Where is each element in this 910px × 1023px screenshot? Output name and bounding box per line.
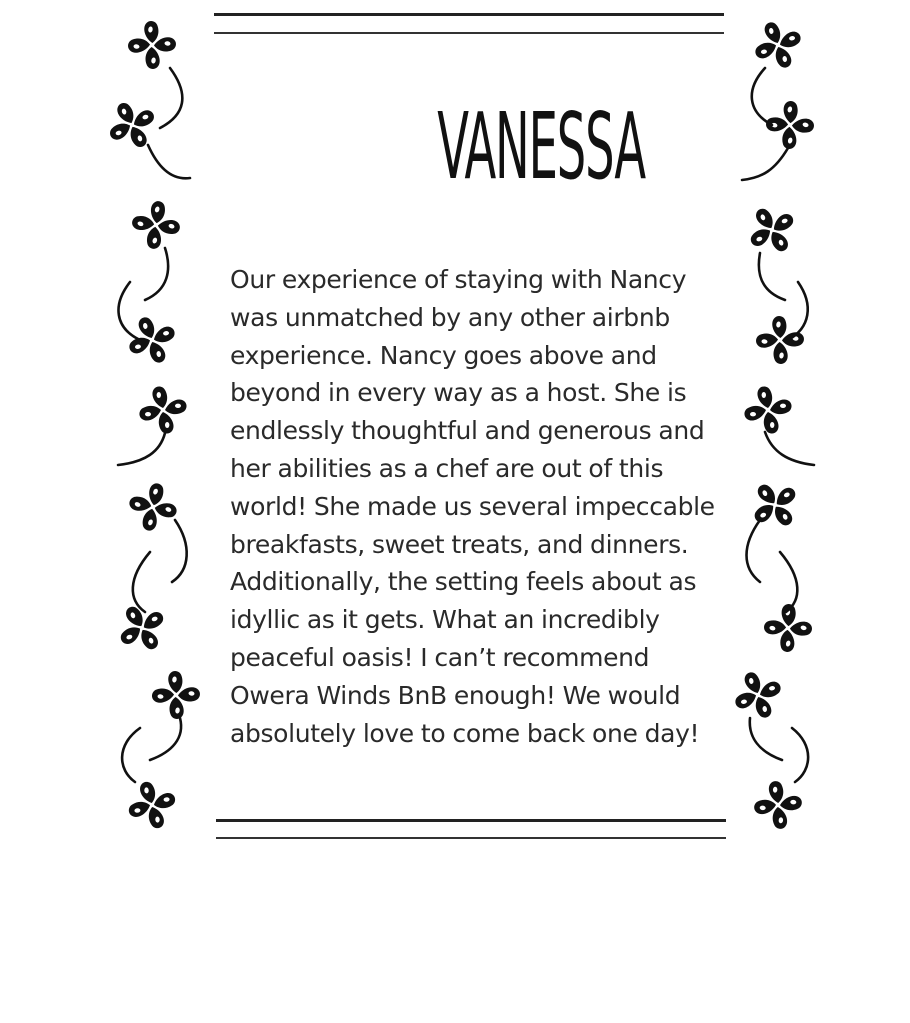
top-rule-outer xyxy=(214,13,724,16)
four-petal-flower-icon xyxy=(744,474,807,537)
four-petal-flower-icon xyxy=(759,599,817,657)
four-petal-flower-icon xyxy=(126,779,177,830)
vine-stem xyxy=(752,68,772,125)
four-petal-flower-icon xyxy=(744,386,791,433)
vine-stem xyxy=(780,552,797,612)
vine-stem xyxy=(172,520,187,582)
review-text: Our experience of staying with Nancy was unmatched by any other airbnb experience. Nancy goes above and beyond in every way as a host. She is endlessly thoughtful and generous and her abilities as a chef are out of this world! She made us several impeccable breakfasts, sweet treats, and dinners. Additionally, the setting feels about as idyllic as it gets. What an incredibly peaceful oasis! I can’t recommend Owera Winds BnB enough! We would absolutely love to come back one day! xyxy=(230,265,715,748)
bottom-rule-inner xyxy=(216,837,726,839)
vine-stem xyxy=(742,148,788,180)
top-rule-inner xyxy=(214,32,724,34)
vine-stem xyxy=(788,282,808,340)
vine-stem xyxy=(759,253,785,300)
vine-stem xyxy=(119,282,140,340)
four-petal-flower-icon xyxy=(125,313,180,368)
right-floral-border xyxy=(680,0,910,860)
vine-stem xyxy=(747,520,761,582)
four-petal-flower-icon xyxy=(125,18,180,73)
vine-stem xyxy=(118,433,165,465)
left-floral-border xyxy=(0,0,230,860)
four-petal-flower-icon xyxy=(112,598,172,658)
four-petal-flower-icon xyxy=(122,476,185,539)
four-petal-flower-icon xyxy=(149,668,204,723)
four-petal-flower-icon xyxy=(752,779,803,830)
bottom-rule-outer xyxy=(216,819,726,822)
vine-stem xyxy=(150,718,181,760)
vine-stem xyxy=(765,432,814,465)
four-petal-flower-icon xyxy=(731,668,786,723)
four-petal-flower-icon xyxy=(126,195,186,255)
four-petal-flower-icon xyxy=(753,313,808,368)
vine-stem xyxy=(133,552,150,612)
four-petal-flower-icon xyxy=(103,96,161,154)
vine-stem xyxy=(148,145,190,178)
four-petal-flower-icon xyxy=(751,18,806,73)
vine-stem xyxy=(160,68,182,128)
vine-stem xyxy=(122,728,140,782)
four-petal-flower-icon xyxy=(139,386,186,433)
reviewer-name: VANESSA xyxy=(437,93,645,200)
vine-stem xyxy=(750,718,782,760)
vine-stem xyxy=(145,248,168,300)
four-petal-flower-icon xyxy=(742,200,802,260)
vine-stem xyxy=(792,728,808,782)
